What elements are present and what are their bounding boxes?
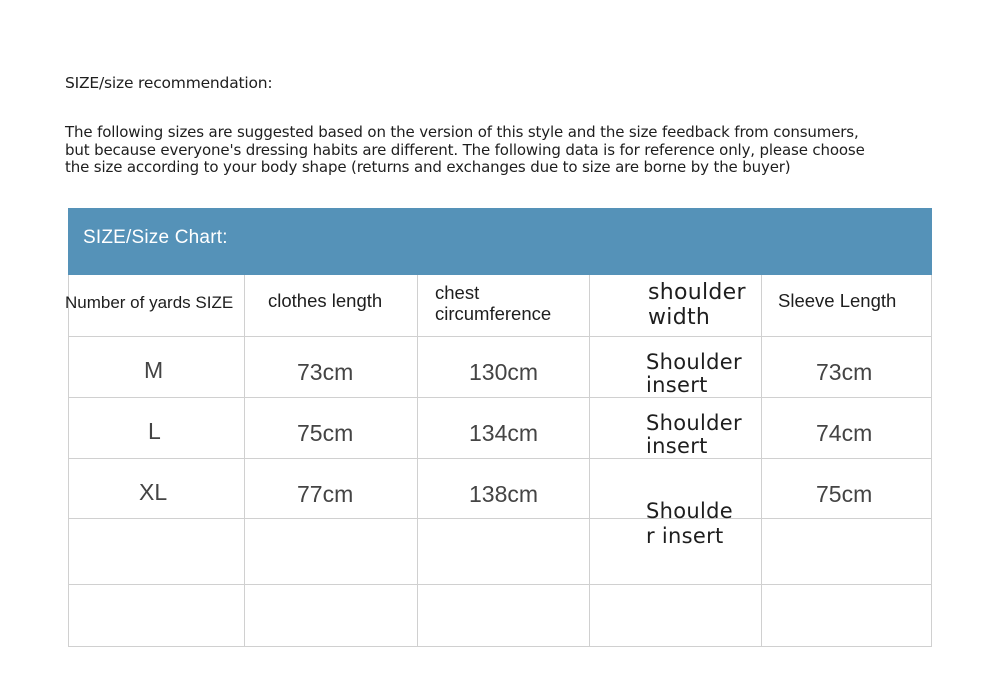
cell-empty bbox=[589, 585, 761, 646]
intro-paragraph bbox=[65, 124, 945, 177]
cell-size bbox=[68, 459, 244, 518]
header-cell-sleeve bbox=[761, 275, 932, 336]
table-row bbox=[68, 337, 932, 398]
table-header-row bbox=[65, 275, 932, 337]
intro-line: but because everyone's dressing habits are different. The following data is for reference only, please choose bbox=[65, 140, 865, 159]
cell-shoulder bbox=[589, 398, 761, 458]
cell-empty bbox=[68, 519, 244, 584]
header-shoulder-label-2: width bbox=[648, 305, 711, 330]
length-value: 75cm bbox=[297, 420, 354, 446]
cell-shoulder bbox=[589, 337, 761, 397]
length-value: 73cm bbox=[297, 359, 354, 385]
chest-value: 130cm bbox=[469, 359, 539, 385]
cell-sleeve bbox=[761, 398, 932, 458]
size-value: L bbox=[148, 418, 161, 444]
cell-chest bbox=[417, 459, 589, 518]
shoulder-value-2: insert bbox=[646, 373, 708, 397]
size-value: M bbox=[144, 357, 164, 383]
shoulder-value-1: Shoulder bbox=[646, 411, 742, 435]
header-cell-chest bbox=[417, 275, 589, 336]
header-length-label: clothes length bbox=[268, 290, 383, 311]
intro-line: the size according to your body shape (returns and exchanges due to size are borne by the buyer) bbox=[65, 158, 791, 176]
cell-empty bbox=[417, 585, 589, 646]
shoulder-value-2: insert bbox=[646, 434, 708, 458]
header-chest-label-2: circumference bbox=[435, 303, 552, 324]
cell-chest bbox=[417, 398, 589, 458]
chest-value: 138cm bbox=[469, 481, 539, 507]
header-size-label: Number of yards SIZE bbox=[65, 293, 234, 312]
cell-empty bbox=[244, 585, 417, 646]
cell-sleeve bbox=[761, 337, 932, 397]
cell-empty bbox=[68, 585, 244, 646]
header-shoulder-label-1: shoulder bbox=[648, 280, 746, 305]
table-row-empty bbox=[68, 519, 932, 585]
cell-size bbox=[68, 337, 244, 397]
cell-length bbox=[244, 398, 417, 458]
cell-chest bbox=[417, 337, 589, 397]
length-value: 77cm bbox=[297, 481, 354, 507]
cell-length bbox=[244, 337, 417, 397]
table-row-empty bbox=[68, 585, 932, 647]
chest-value: 134cm bbox=[469, 420, 539, 446]
size-chart-header-band bbox=[68, 208, 932, 275]
cell-empty bbox=[761, 585, 932, 646]
header-cell-size bbox=[65, 275, 244, 336]
header-chest-label-1: chest bbox=[435, 282, 480, 303]
table-row bbox=[68, 398, 932, 459]
cell-sleeve bbox=[761, 459, 932, 518]
shoulder-value-1: Shoulder bbox=[646, 350, 742, 374]
header-sleeve-label: Sleeve Length bbox=[778, 290, 897, 311]
cell-size bbox=[68, 398, 244, 458]
cell-empty bbox=[761, 519, 932, 584]
header-cell-shoulder bbox=[589, 275, 761, 336]
cell-empty bbox=[244, 519, 417, 584]
size-value: XL bbox=[139, 479, 168, 505]
xl-shoulder-value-2: r insert bbox=[646, 524, 724, 548]
page-heading: SIZE/size recommendation: bbox=[65, 74, 273, 92]
cell-length bbox=[244, 459, 417, 518]
sleeve-value: 74cm bbox=[816, 420, 873, 446]
cell-empty bbox=[417, 519, 589, 584]
sleeve-value: 75cm bbox=[816, 481, 873, 507]
xl-shoulder-value-1: Shoulde bbox=[646, 499, 733, 523]
size-chart-title: SIZE/Size Chart: bbox=[83, 227, 228, 248]
sleeve-value: 73cm bbox=[816, 359, 873, 385]
intro-line: The following sizes are suggested based on the version of this style and the size feedback from consumers, bbox=[65, 123, 859, 141]
header-cell-length bbox=[244, 275, 417, 336]
table-row bbox=[68, 459, 932, 519]
